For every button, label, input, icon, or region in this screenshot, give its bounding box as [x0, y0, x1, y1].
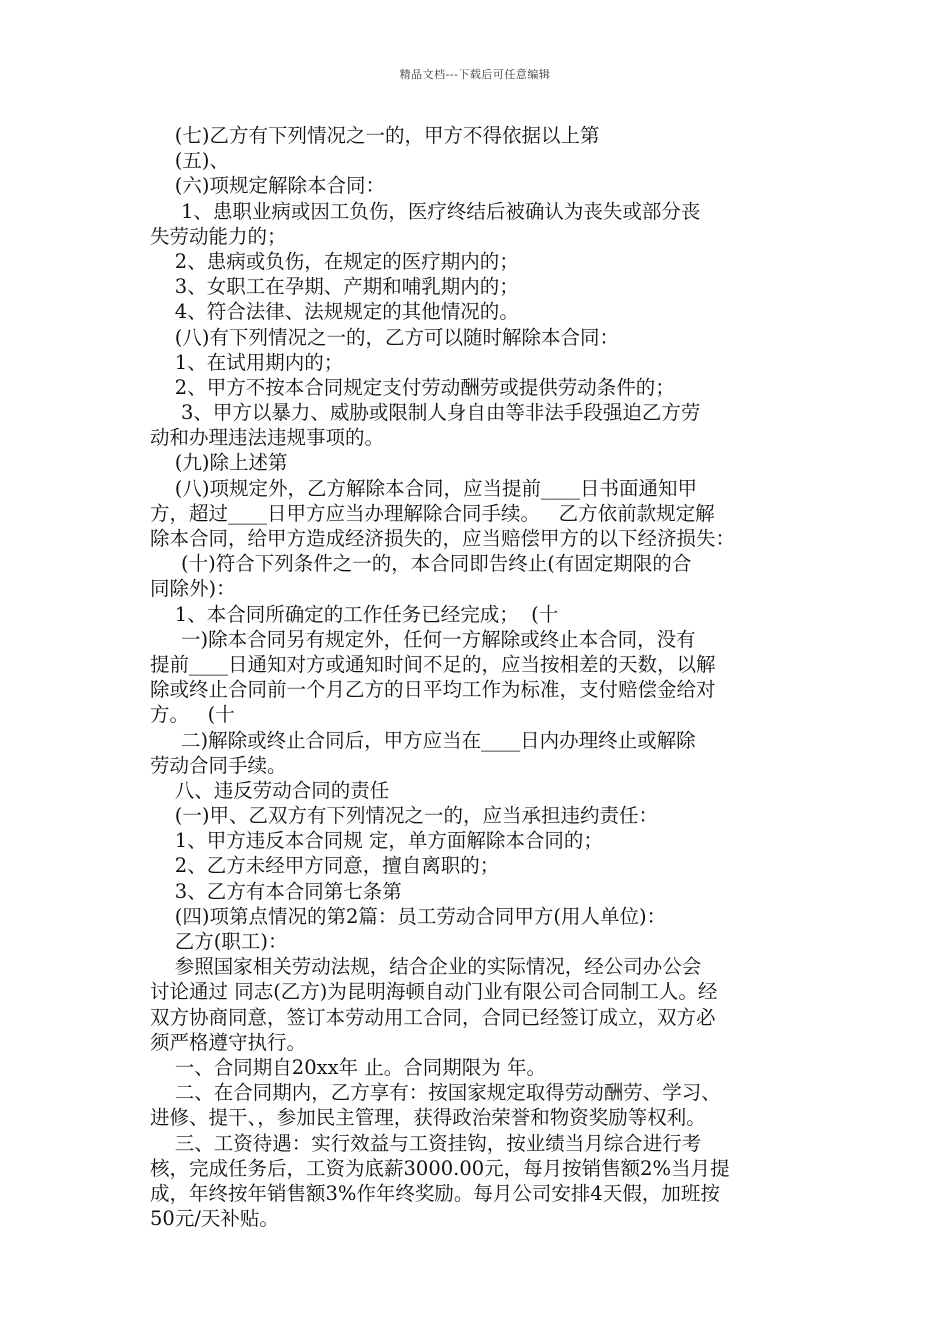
text-line: 须严格遵守执行。 — [150, 1030, 307, 1054]
page-header: 精品文档---下载后可任意编辑 — [399, 68, 551, 81]
text-line: (六)项规定解除本合同： — [150, 174, 386, 198]
text-line: 同除外)： — [150, 577, 236, 601]
text-line: (一)甲、乙双方有下列情况之一的，应当承担违约责任： — [150, 804, 659, 828]
text-line: 动和办理违法违规事项的。 — [150, 426, 385, 450]
text-line: (四)项第点情况的第2篇：员工劳动合同甲方(用人单位)： — [150, 904, 667, 928]
text-line: 二、在合同期内，乙方享有：按国家规定取得劳动酬劳、学习、 — [150, 1081, 721, 1105]
text-line: (九)除上述第 — [150, 451, 288, 475]
text-line: 一、合同期自20xx年 止。合同期限为 年。 — [150, 1055, 546, 1079]
text-line: 劳动合同手续。 — [150, 753, 287, 777]
text-line: 进修、提干、，参加民主管理，获得政治荣誉和物资奖励等权利。 — [150, 1106, 706, 1130]
text-line: 方。 (十 — [150, 703, 235, 727]
text-line: 除本合同，给甲方造成经济损失的，应当赔偿甲方的以下经济损失： — [150, 527, 736, 550]
text-line: 失劳动能力的； — [150, 224, 287, 248]
text-line: 2、甲方不按本合同规定支付劳动酬劳或提供劳动条件的； — [150, 375, 675, 399]
text-line: (七)乙方有下列情况之一的，甲方不得依据以上第 — [150, 124, 600, 147]
text-line: 三、工资待遇：实行效益与工资挂钩，按业绩当月综合进行考 — [150, 1131, 702, 1155]
text-line: 一)除本合同另有规定外，任何一方解除或终止本合同，没有 — [150, 627, 696, 651]
text-line: (八)项规定外，乙方解除本合同，应当提前____日书面通知甲 — [150, 476, 698, 500]
text-line: 2、患病或负伤，在规定的医疗期内的； — [150, 249, 519, 273]
text-line: 3、甲方以暴力、威胁或限制人身自由等非法手段强迫乙方劳 — [150, 401, 701, 425]
text-line: 八、违反劳动合同的责任 — [150, 778, 390, 802]
text-line: 1、在试用期内的； — [150, 350, 344, 374]
text-line: 1、本合同所确定的工作任务已经完成； (十 — [150, 602, 559, 626]
text-line: (八)有下列情况之一的，乙方可以随时解除本合同： — [150, 325, 620, 349]
text-line: 乙方(职工)： — [150, 930, 288, 953]
text-line: 双方协商同意，签订本劳动用工合同，合同已经签订成立，双方必 — [150, 1005, 716, 1029]
document-body — [150, 123, 810, 1231]
text-line: 核，完成任务后，工资为底薪3000.00元，每月按销售额2%当月提 — [150, 1156, 730, 1180]
text-line: 提前____日通知对方或通知时间不足的，应当按相差的天数，以解 — [150, 652, 716, 676]
text-line: 二)解除或终止合同后，甲方应当在____日内办理终止或解除 — [150, 728, 696, 752]
text-line: 成，年终按年销售额3%作年终奖励。每月公司安排4天假，加班按 — [150, 1181, 720, 1205]
text-line: 3、女职工在孕期、产期和哺乳期内的； — [150, 275, 519, 299]
text-line: 1、甲方违反本合同规 定，单方面解除本合同的； — [150, 829, 603, 853]
text-line: 除或终止合同前一个月乙方的日平均工作为标准，支付赔偿金给对 — [150, 678, 716, 702]
text-line: 4、符合法律、法规规定的其他情况的。 — [150, 300, 519, 324]
text-line: 参照国家相关劳动法规，结合企业的实际情况，经公司办公会 — [150, 955, 702, 979]
text-line: 2、乙方未经甲方同意，擅自离职的； — [150, 854, 500, 878]
text-line: (十)符合下列条件之一的，本合同即告终止(有固定期限的合 — [150, 552, 692, 576]
text-line: 方，超过____日甲方应当办理解除合同手续。 乙方依前款规定解 — [150, 501, 715, 525]
text-line: 1、患职业病或因工负伤，医疗终结后被确认为丧失或部分丧 — [150, 199, 701, 223]
text-line: (五)、 — [150, 149, 230, 173]
text-line: 3、乙方有本合同第七条第 — [150, 879, 402, 903]
text-line: 50元/天补贴。 — [150, 1207, 279, 1231]
text-line: 讨论通过 同志(乙方)为昆明海顿自动门业有限公司合同制工人。经 — [150, 980, 718, 1004]
